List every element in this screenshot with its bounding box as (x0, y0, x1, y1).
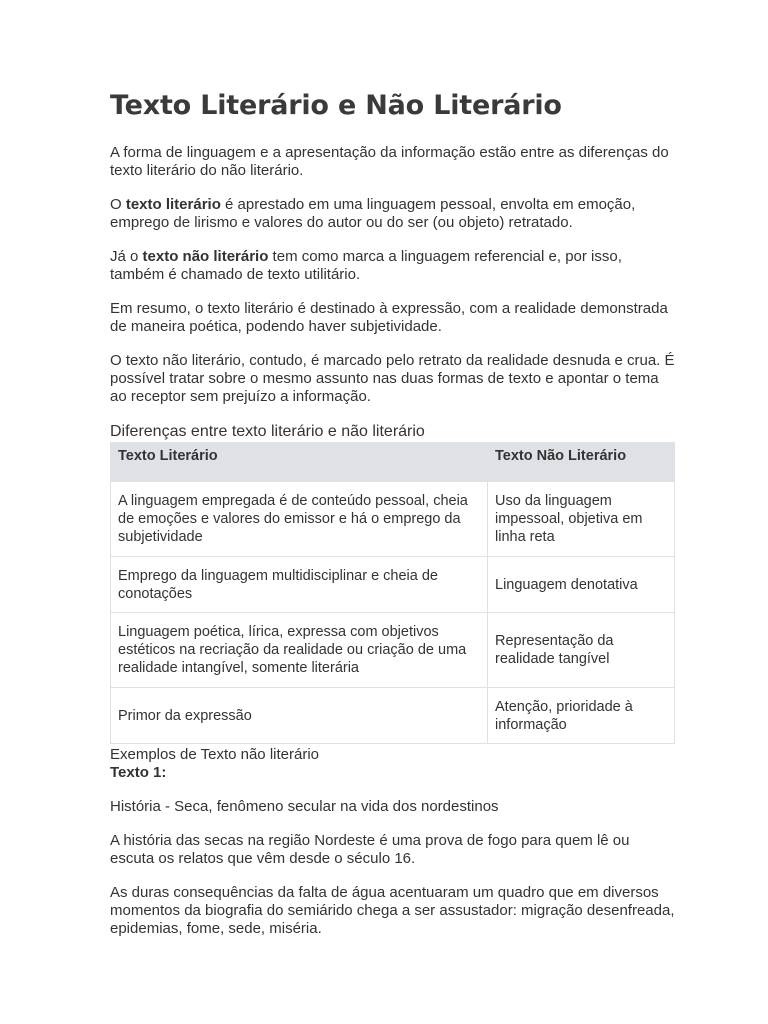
intro-paragraph: A forma de linguagem e a apresentação da informação estão entre as diferenças do texto literário do não literário. (110, 144, 669, 179)
table-header-row (111, 443, 675, 482)
table-caption: Diferenças entre texto literário e não literário (110, 423, 425, 440)
table-cell: Representação da realidade tangível (488, 613, 675, 688)
example-subtitle: História - Seca, fenômeno secular na vida dos nordestinos (110, 798, 499, 815)
paragraph-prefix: Já o (110, 248, 143, 265)
paragraph-rest: tem como marca a linguagem referencial e, por isso, também é chamado de texto utilitário. (110, 248, 622, 283)
column-header-literary: Texto Literário (111, 443, 488, 482)
table-cell: Primor da expressão (111, 688, 488, 744)
example-paragraph-1: A história das secas na região Nordeste é uma prova de fogo para quem lê ou escuta os relatos que vêm desde o século 16. (110, 832, 630, 867)
bold-term-non-literary: texto não literário (142, 248, 269, 265)
bold-term-literary: texto literário (125, 196, 221, 213)
table-cell: Linguagem poética, lírica, expressa com objetivos estéticos na recriação da realidade ou criação de uma realidade intangível, somente literária (111, 613, 488, 688)
summary-paragraph: Em resumo, o texto literário é destinado à expressão, com a realidade demonstrada de maneira poética, podendo haver subjetividade. (110, 300, 668, 335)
table-cell: Atenção, prioridade à informação (488, 688, 675, 744)
table-row (111, 688, 675, 744)
paragraph-prefix: O (110, 196, 126, 213)
paragraph-rest: é aprestado em uma linguagem pessoal, envolta em emoção, emprego de lirismo e valores do autor ou do ser (ou objeto) retratado. (110, 196, 636, 231)
table-row (111, 482, 675, 557)
non-literary-detail-paragraph: O texto não literário, contudo, é marcado pelo retrato da realidade desnuda e crua. É possível tratar sobre o mesmo assunto nas duas formas de texto e apontar o tema ao receptor sem prejuízo a informação. (110, 352, 675, 405)
table-cell: Uso da linguagem impessoal, objetiva em linha reta (488, 482, 675, 557)
page-title: Texto Literário e Não Literário (110, 90, 562, 121)
table-cell: A linguagem empregada é de conteúdo pessoal, cheia de emoções e valores do emissor e há o emprego da subjetividade (111, 482, 488, 557)
example-label: Texto 1: (110, 764, 167, 781)
examples-section (110, 746, 675, 938)
column-header-non-literary: Texto Não Literário (488, 443, 675, 482)
table-cell: Emprego da linguagem multidisciplinar e cheia de conotações (111, 557, 488, 613)
literary-text-paragraph (110, 196, 675, 232)
examples-heading: Exemplos de Texto não literário (110, 746, 320, 763)
comparison-table (110, 442, 675, 744)
document-content (110, 88, 675, 954)
table-cell: Linguagem denotativa (488, 557, 675, 613)
non-literary-text-paragraph (110, 248, 675, 284)
table-row (111, 613, 675, 688)
table-row (111, 557, 675, 613)
example-paragraph-2: As duras consequências da falta de água acentuaram um quadro que em diversos momentos da biografia do semiárido chega a ser assustador: migração desenfreada, epidemias, fome, sede, miséria. (110, 884, 675, 937)
